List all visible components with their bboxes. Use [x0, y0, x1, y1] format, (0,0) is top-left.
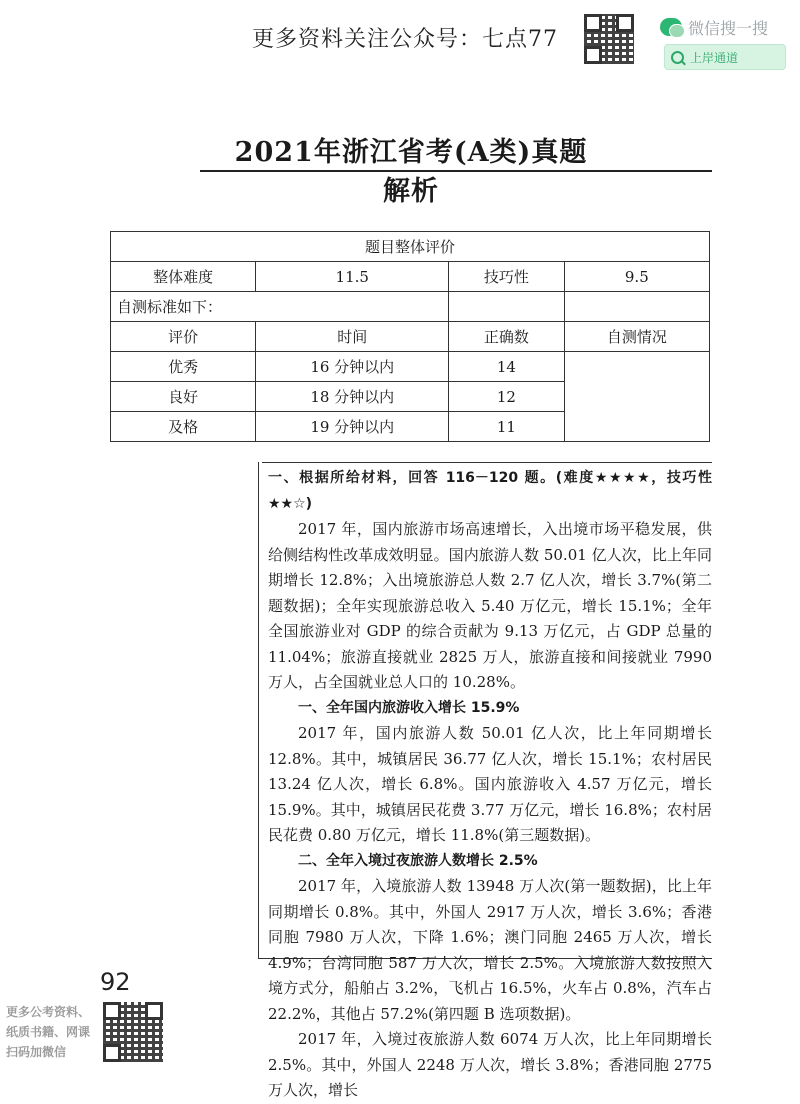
table-row — [111, 262, 710, 292]
section-divider — [262, 462, 712, 463]
paragraph: 2017 年，国内旅游市场高速增长，入出境市场平稳发展，供给侧结构性改革成效明显。国内旅游人数 50.01 亿人次，比上年同期增长 12.8%；入出境旅游总人数 2.7 亿人次，增长 3.7%(第二题数据)；全年实现旅游总收入 5.40 万亿元，增长 15.1%；全年全国旅游业对 GDP 的综合贡献为 9.13 万亿元，占 GDP 总量的 11.04%；旅游直接就业 2825 万人，旅游直接和间接就业 7990 万人，占全国就业总人口的 10.28%。 — [268, 520, 712, 691]
table-caption: 题目整体评价 — [111, 232, 710, 262]
table-row — [111, 352, 710, 382]
self-test-label: 自测标准如下： — [111, 292, 449, 322]
correct-cell: 12 — [449, 382, 564, 412]
paragraph: 2017 年，入境过夜旅游人数 6074 万人次，比上年同期增长2.5%。其中，外国人 2248 万人次，增长 3.8%；香港同胞 2775 万人次，增长 — [268, 1030, 712, 1099]
qr-code-bottom[interactable] — [103, 1002, 163, 1062]
difficulty-label: 整体难度 — [111, 262, 256, 292]
self-check-cell — [564, 352, 709, 442]
time-cell: 19 分钟以内 — [256, 412, 449, 442]
wechat-icon — [660, 18, 682, 36]
wechat-search-brand — [660, 8, 790, 46]
subheading: 二、全年入境过夜旅游人数增长 2.5% — [298, 852, 538, 869]
qr-finder — [103, 1002, 121, 1020]
search-button-label: 上岸通道 — [690, 50, 739, 65]
qr-finder — [584, 46, 602, 64]
skill-value: 9.5 — [564, 262, 709, 292]
correct-cell: 14 — [449, 352, 564, 382]
header-time: 时间 — [256, 322, 449, 352]
search-shortcut-button[interactable] — [664, 44, 786, 70]
qr-finder — [584, 14, 602, 32]
evaluation-table — [110, 231, 710, 442]
header-correct: 正确数 — [449, 322, 564, 352]
question-heading: 一、根据所给材料，回答 116－120 题。(难度★★★★，技巧性★★☆) — [268, 470, 712, 512]
qr-finder — [616, 14, 634, 32]
search-brand-label: 微信搜一搜 — [688, 18, 769, 38]
header-self-check: 自测情况 — [564, 322, 709, 352]
material-text — [268, 466, 712, 1104]
table-row — [111, 292, 710, 322]
table-header-row — [111, 322, 710, 352]
grade-cell: 良好 — [111, 382, 256, 412]
empty-cell — [449, 292, 564, 322]
subheading: 一、全年国内旅游收入增长 15.9% — [298, 699, 520, 716]
qr-finder — [103, 1044, 121, 1062]
correct-cell: 11 — [449, 412, 564, 442]
promo-line: 扫码加微信 — [6, 1045, 67, 1059]
promo-line: 纸质书籍、网课 — [6, 1025, 91, 1039]
promo-text — [6, 1002, 100, 1062]
grade-cell: 及格 — [111, 412, 256, 442]
difficulty-value: 11.5 — [256, 262, 449, 292]
title-divider — [200, 170, 712, 172]
paragraph: 2017 年，入境旅游人数 13948 万人次(第一题数据)，比上年同期增长 0.8%。其中，外国人 2917 万人次，增长 3.6%；香港同胞 7980 万人次，下降 1.6%；澳门同胞 2465 万人次，增长 4.9%；台湾同胞 587 万人次，增长 2.5%。入境旅游人数按照入境方式分，船舶占 3.2%，飞机占 16.5%，火车占 0.8%，汽车占 22.2%，其他占 57.2%(第四题 B 选项数据)。 — [268, 877, 712, 1023]
page-number: 92 — [100, 968, 131, 996]
header-grade: 评价 — [111, 322, 256, 352]
time-cell: 18 分钟以内 — [256, 382, 449, 412]
table-row — [111, 232, 710, 262]
margin-rule — [258, 462, 259, 958]
empty-cell — [564, 292, 709, 322]
qr-finder — [145, 1002, 163, 1020]
search-icon — [671, 51, 684, 64]
page-title: 2021年浙江省考(A类)真题解析 — [234, 137, 588, 207]
time-cell: 16 分钟以内 — [256, 352, 449, 382]
paragraph: 2017 年，国内旅游人数 50.01 亿人次，比上年同期增长 12.8%。其中，城镇居民 36.77 亿人次，增长 15.1%；农村居民 13.24 亿人次，增长 6.8%。国内旅游收入 4.57 万亿元，增长 15.9%。其中，城镇居民花费 3.77 万亿元，增长 16.8%；农村居民花费 0.80 万亿元，增长 11.8%(第三题数据)。 — [268, 724, 712, 844]
grade-cell: 优秀 — [111, 352, 256, 382]
follow-notice: 更多资料关注公众号：七点77 — [252, 27, 558, 52]
qr-code-top[interactable] — [584, 14, 634, 64]
skill-label: 技巧性 — [449, 262, 564, 292]
promo-line: 更多公考资料、 — [6, 1005, 91, 1019]
